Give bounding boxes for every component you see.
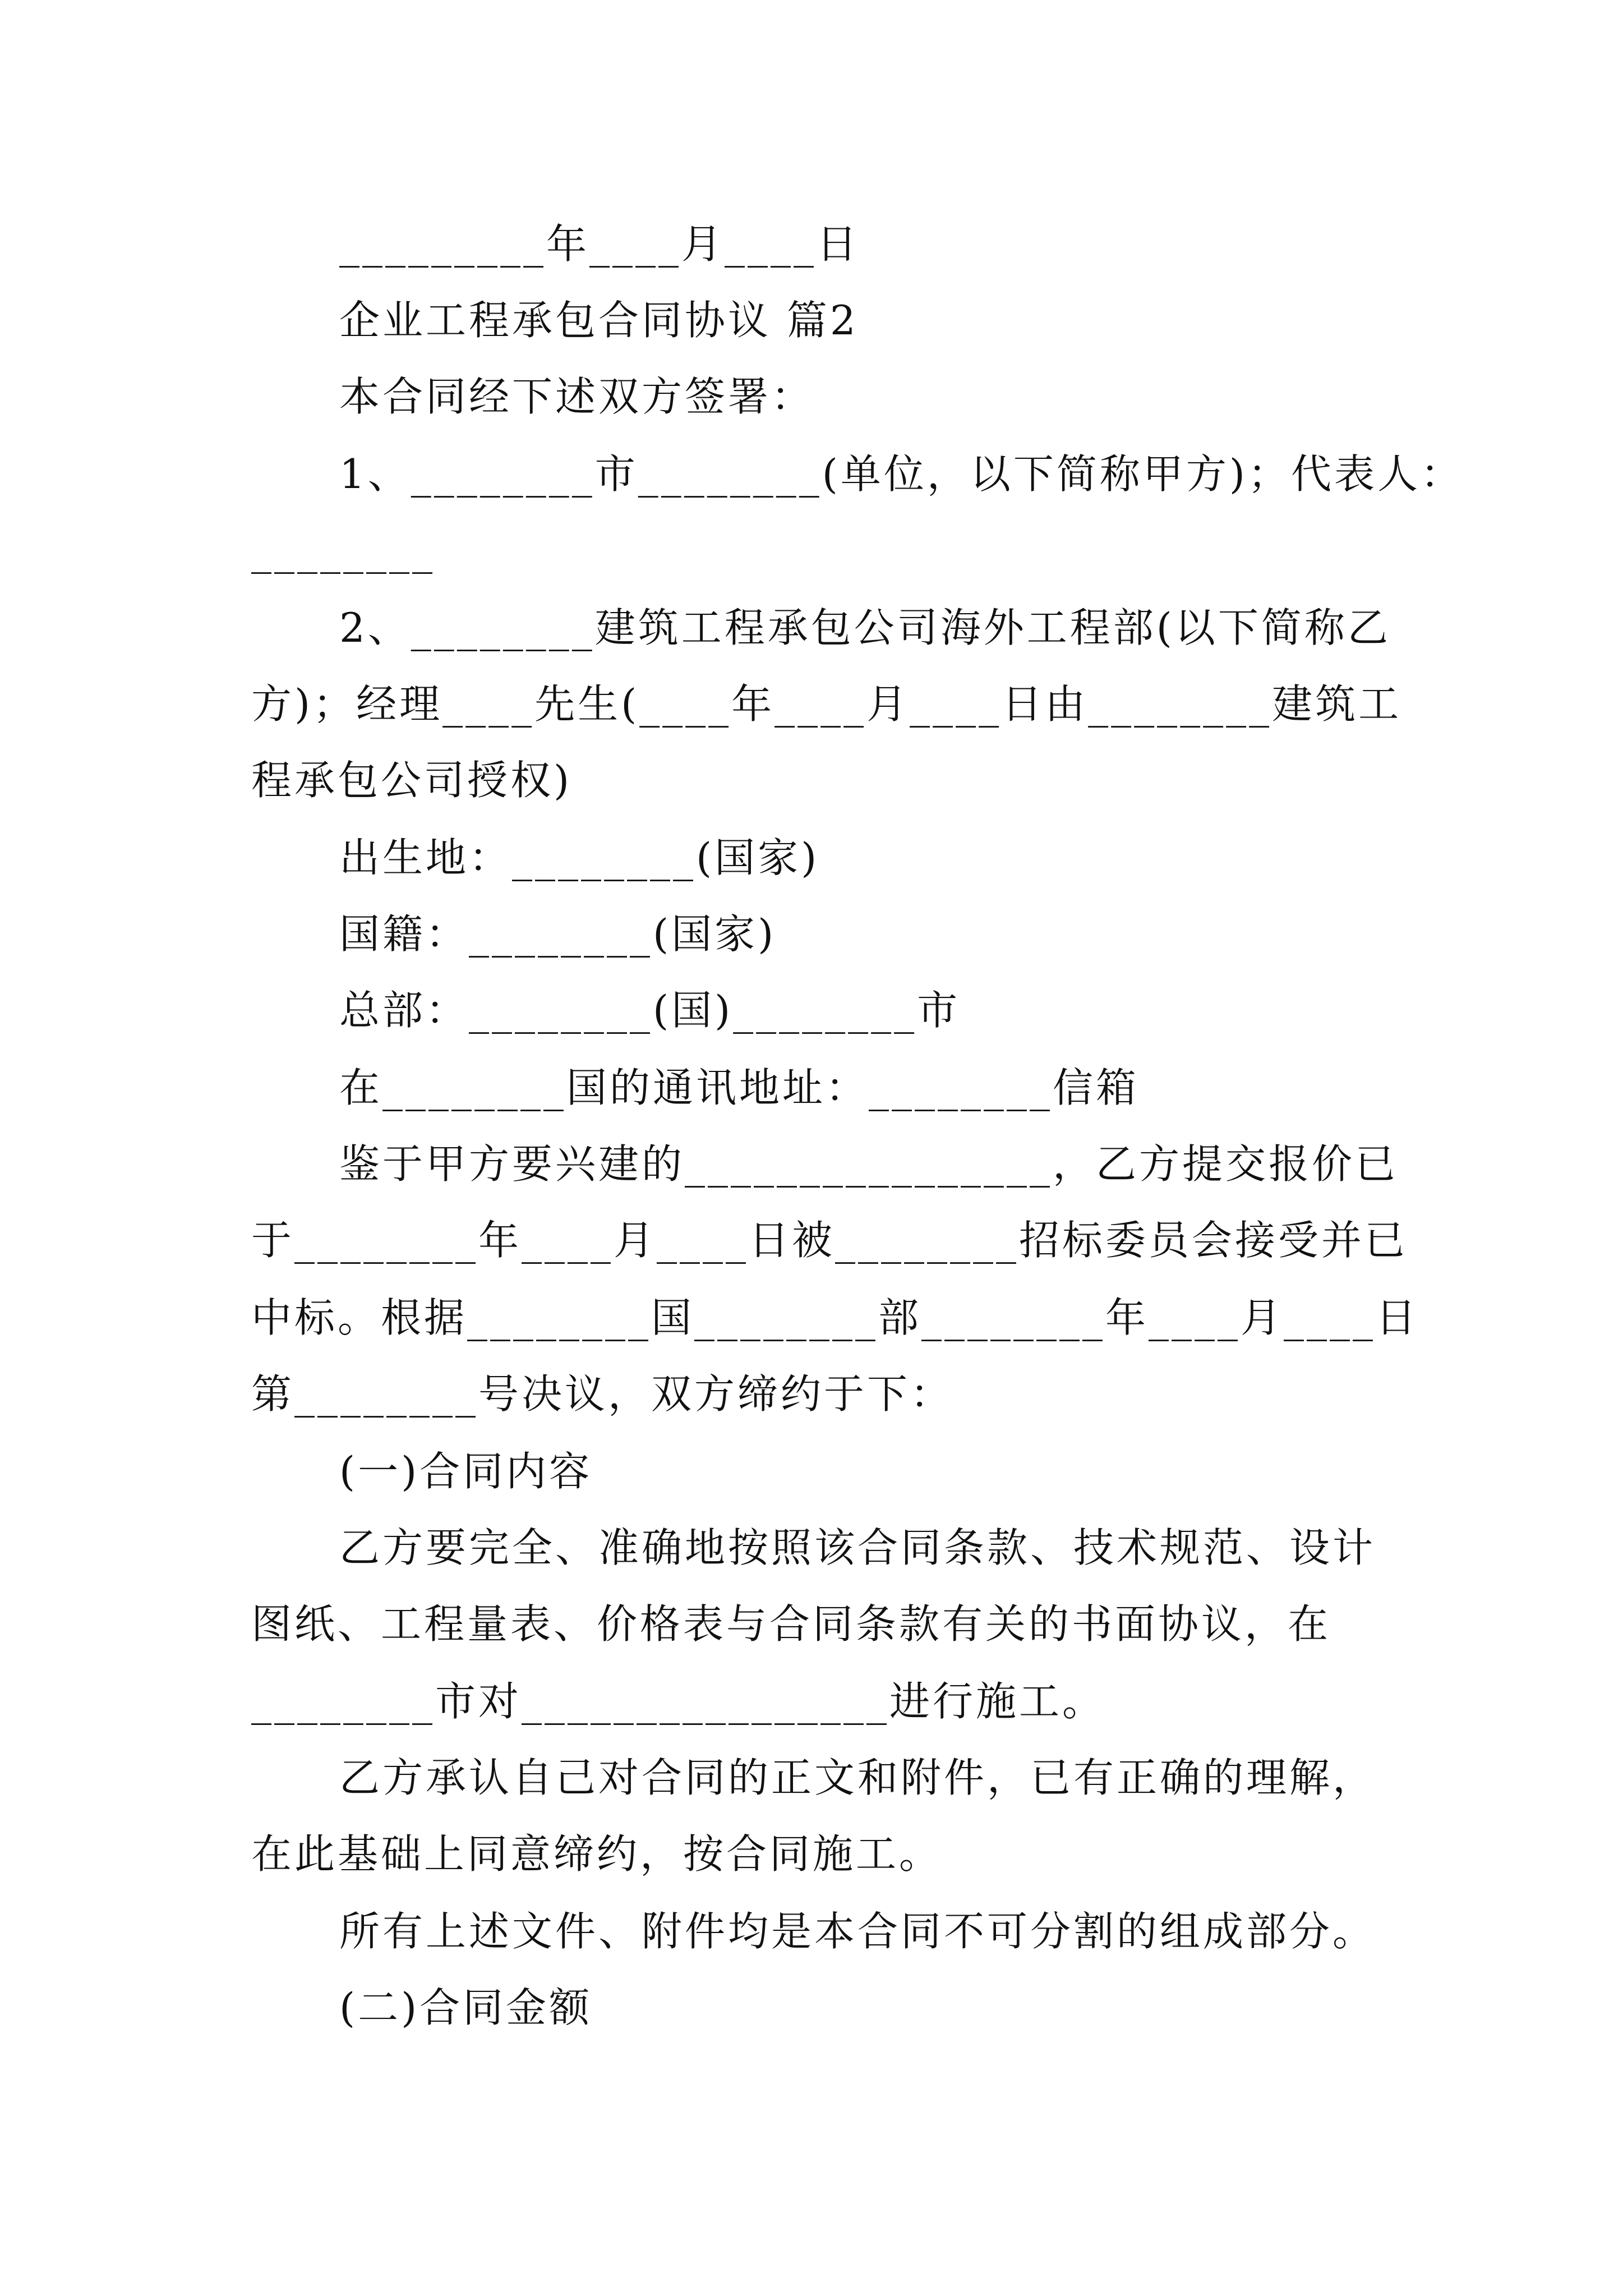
paragraph-text: 图纸、工程量表、价格表与合同条款有关的书面协议，在: [251, 1600, 1331, 1648]
paragraph-text: 中标。根据________国________部________年____月____日: [251, 1294, 1419, 1341]
paragraph-text: ________市对________________进行施工。: [251, 1678, 1106, 1725]
paragraph-text: 乙方承认自己对合同的正文和附件，已有正确的理解，: [339, 1754, 1376, 1801]
party-b-manager-line: 方)；经理____先生(____年____月____日由________建筑工: [251, 680, 1402, 728]
nationality-line: 国籍：________(国家): [339, 910, 777, 958]
mailing-address-line: 在________国的通讯地址：________信箱: [339, 1064, 1140, 1111]
section-heading: (一)合同内容: [339, 1448, 593, 1495]
signing-intro: 本合同经下述双方签署：: [339, 373, 815, 420]
headquarters-line: 总部：________(国)________市: [339, 987, 961, 1034]
paragraph-text: 第________号决议，双方缔约于下：: [251, 1370, 954, 1418]
paragraph-text: 所有上述文件、附件均是本合同不可分割的组成部分。: [339, 1908, 1376, 1955]
paragraph-text: 鉴于甲方要兴建的________________，乙方提交报价已: [339, 1140, 1399, 1188]
paragraph-text: 于________年____月____日被________招标委员会接受并已: [251, 1217, 1408, 1264]
paragraph-text: 在此基础上同意缔约，按合同施工。: [251, 1830, 943, 1878]
party-a-line: 1、________市________(单位，以下简称甲方)；代表人：: [339, 450, 1464, 498]
contract-title: 企业工程承包合同协议 篇2: [339, 297, 859, 344]
party-a-representative-blank: ________: [251, 527, 435, 574]
birthplace-line: 出生地：________(国家): [339, 834, 820, 881]
party-b-authorization-line: 程承包公司授权): [251, 757, 573, 804]
section-heading: (二)合同金额: [339, 1984, 593, 2031]
date-line: _________年____月____日: [339, 220, 860, 268]
paragraph-text: 乙方要完全、准确地按照该合同条款、技术规范、设计: [339, 1524, 1376, 1571]
party-b-line: 2、________建筑工程承包公司海外工程部(以下简称乙: [339, 604, 1391, 651]
